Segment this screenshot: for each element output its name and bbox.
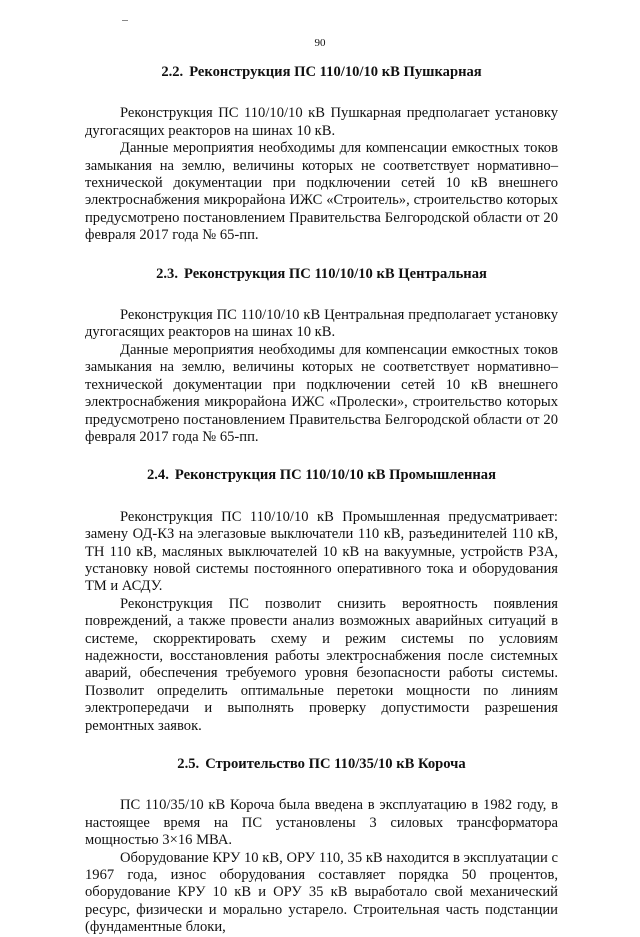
section-2-3 [85,266,558,447]
paragraph: Данные мероприятия необходимы для компенсации емкостных токов замыкания на землю, величины которых не соответствует нормативно–технической документации при подключении сетей 10 кВ внешнего электроснабжения микрорайона ИЖС «Строитель», строительство которых предусмотрено постановлением Правительства Белгородской области от 20 февраля 2017 года № 65-пп. [85,140,558,244]
section-heading [85,467,558,484]
section-heading [85,756,558,773]
section-title: Реконструкция ПС 110/10/10 кВ Пушкарная [189,64,482,80]
paragraph: Реконструкция ПС 110/10/10 кВ Промышленная предусматривает: замену ОД-КЗ на элегазовые выключатели 110 кВ, разъединителей 110 кВ, ТН 110 кВ, масляных выключателей 10 кВ на вакуумные, устройств РЗА, установку новой системы постоянного оперативного тока и оборудования ТМ и АСДУ. [85,508,558,595]
section-2-5 [85,756,558,937]
paragraph: Реконструкция ПС 110/10/10 кВ Центральная предполагает установку дугогасящих реакторов на шинах 10 кВ. [85,307,558,341]
section-number: 2.4. [146,467,169,484]
paragraph: Оборудование КРУ 10 кВ, ОРУ 110, 35 кВ находится в эксплуатации с 1967 года, износ оборудования составляет порядка 50 процентов, оборудование КРУ 10 кВ и ОРУ 35 кВ выработало свой механический ресурс, физически и морально устарело. Строительная часть подстанции (фундаментные блоки, [85,849,558,936]
section-heading [85,64,558,81]
paragraph: Реконструкция ПС 110/10/10 кВ Пушкарная предполагает установку дугогасящих реакторов на шинах 10 кВ. [85,105,558,139]
scan-mark [122,20,128,21]
section-title: Реконструкция ПС 110/10/10 кВ Центральная [183,265,487,282]
section-number: 2.3. [156,265,178,282]
section-2-4 [85,467,558,735]
section-number: 2.2. [161,64,184,80]
section-number: 2.5. [177,756,200,772]
paragraph: ПС 110/35/10 кВ Короча была введена в эксплуатацию в 1982 году, в настоящее время на ПС установлены 3 силовых трансформатора мощностью 3×16 МВА. [85,797,558,849]
document-body [85,64,558,937]
paragraph: Данные мероприятия необходимы для компенсации емкостных токов замыкания на землю, величины которых не соответствует нормативно–технической документации при подключении сетей 10 кВ внешнего электроснабжения микрорайона ИЖС «Пролески», строительство которых предусмотрено постановлением Правительства Белгородской области от 20 февраля 2017 года № 65-пп. [85,341,558,445]
section-2-2 [85,64,558,245]
paragraph: Реконструкция ПС позволит снизить вероятность появления повреждений, а также провести анализ возможных аварийных ситуаций в системе, скорректировать схему и режим системы по условиям надежности, восстановления работы электроснабжения после системных аварий, обеспечения требуемого уровня безопасности работы системы. Позволит определить оптимальные перетоки мощности по линиям электропередачи и выполнять проверку допустимости разрешения ремонтных заявок. [85,595,558,734]
page-number: 90 [314,37,326,49]
section-heading [85,266,558,283]
section-title: Строительство ПС 110/35/10 кВ Короча [205,756,466,772]
section-title: Реконструкция ПС 110/10/10 кВ Промышленная [174,467,496,484]
